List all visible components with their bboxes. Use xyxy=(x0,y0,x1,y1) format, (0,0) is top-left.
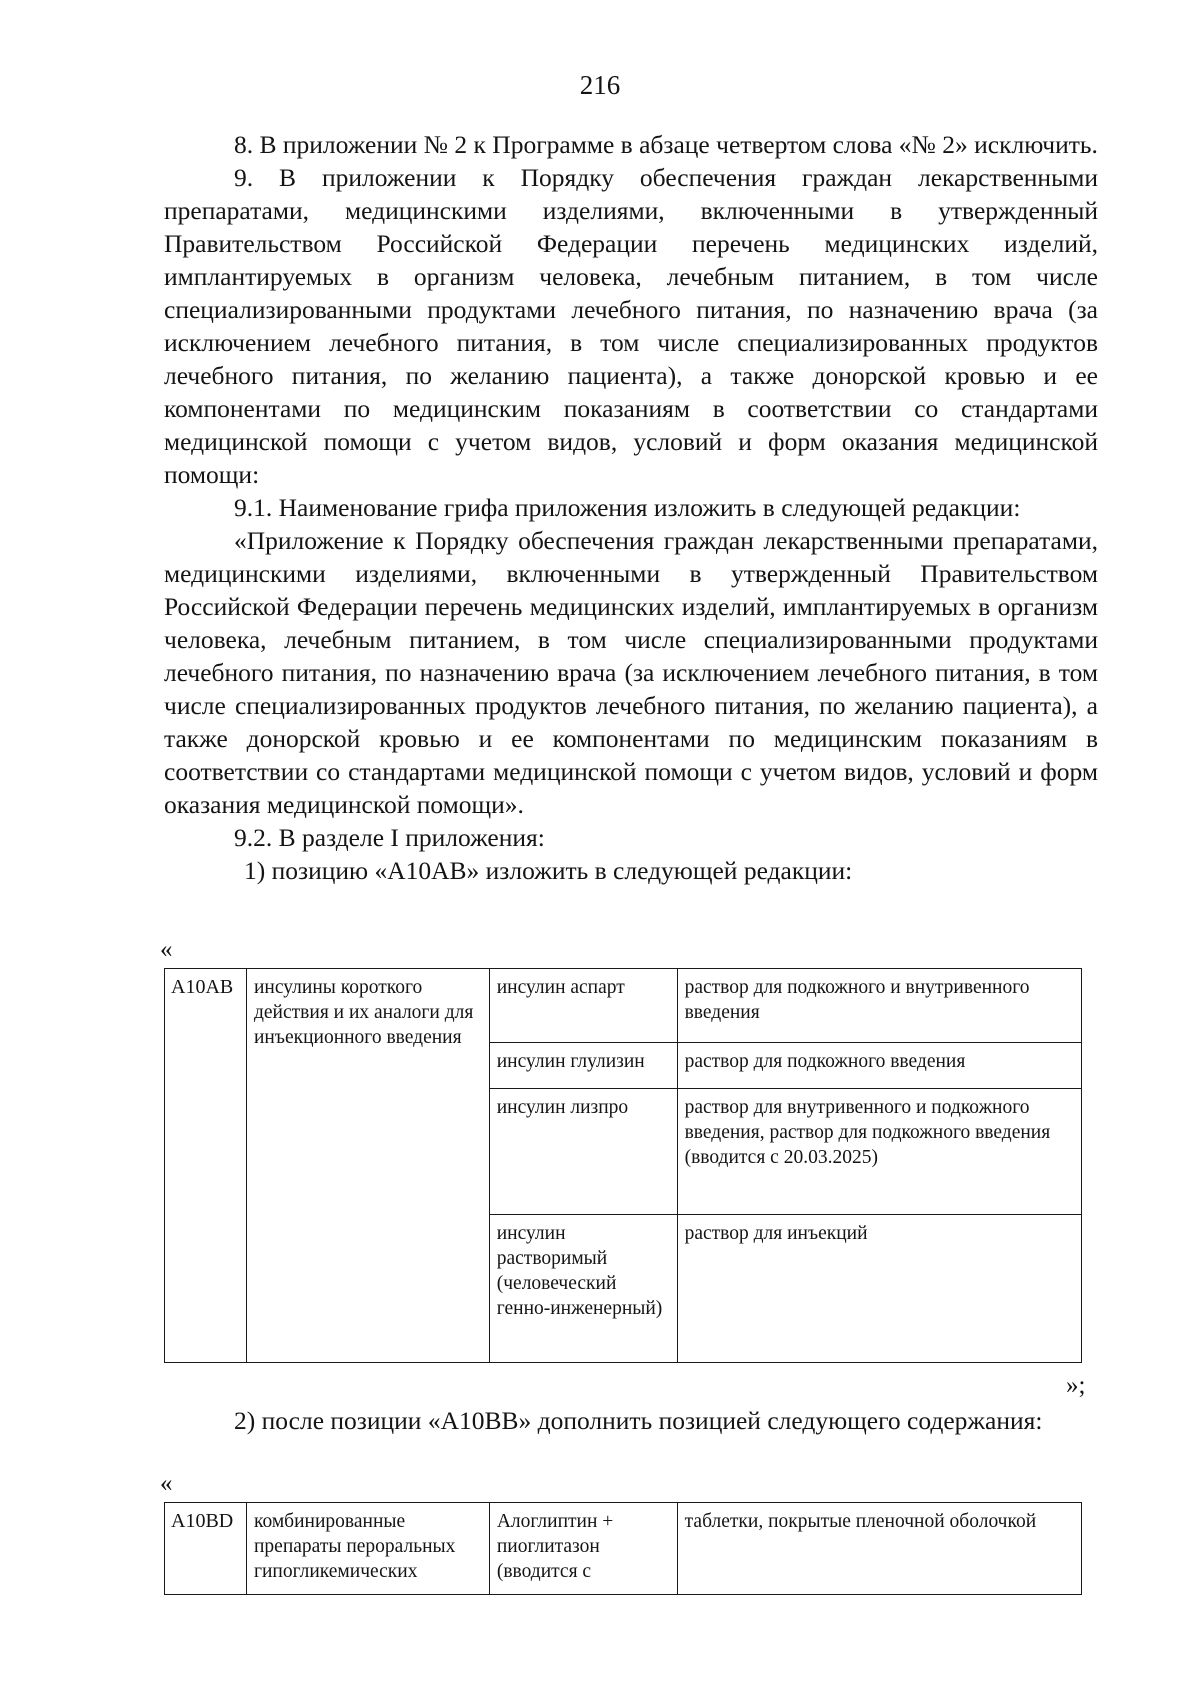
paragraph-9-2: 9.2. В разделе I приложения: xyxy=(234,823,545,852)
drug-table-a10ab xyxy=(164,968,1082,1363)
close-quote-mark: »; xyxy=(1066,1372,1086,1399)
table-row xyxy=(165,1503,1082,1595)
atc-group-cell: комбинированные препараты пероральных гипогликемических xyxy=(246,1503,489,1595)
dosage-form-cell: раствор для инъекций xyxy=(677,1215,1081,1363)
drug-name-cell: Алоглиптин + пиоглитазон (вводится с xyxy=(489,1503,677,1595)
paragraph-9: 9. В приложении к Порядку обеспечения граждан лекарственными препаратами, медицинскими изделиями, включенными в утвержденный Правительством Российской Федерации перечень медицинских изделий, имплантируемых в организм человека, лечебным питанием, в том числе специализированными продуктами лечебного питания, по назначению врача (за исключением лечебного питания, в том числе специализированных продуктов лечебного питания, по желанию пациента), а также донорской кровью и ее компонентами по медицинским показаниям в соответствии со стандартами медицинской помощи с учетом видов, условий и форм оказания медицинской помощи: xyxy=(164,163,1098,489)
open-quote-mark-2: « xyxy=(160,1470,173,1497)
open-quote-mark: « xyxy=(160,936,173,963)
dosage-form-cell: раствор для подкожного введения xyxy=(677,1043,1081,1089)
dosage-form-cell: раствор для внутривенного и подкожного введения, раствор для подкожного введения (вводится с 20.03.2025) xyxy=(677,1089,1081,1215)
drug-name-cell: инсулин лизпро xyxy=(489,1089,677,1215)
paragraph-9-2-item-2: 2) после позиции «A10BB» дополнить позицией следующего содержания: xyxy=(234,1406,1043,1435)
drug-name-cell: инсулин растворимый (человеческий генно-инженерный) xyxy=(489,1215,677,1363)
page-number: 216 xyxy=(579,70,621,100)
dosage-form-cell: таблетки, покрытые пленочной оболочкой xyxy=(677,1503,1081,1595)
paragraph-8: 8. В приложении № 2 к Программе в абзаце четвертом слова «№ 2» исключить. xyxy=(234,130,1098,159)
atc-code-cell: A10BD xyxy=(165,1503,247,1595)
atc-code-cell: A10AB xyxy=(165,969,247,1363)
paragraph-9-2-item-1: 1) позицию «A10AB» изложить в следующей редакции: xyxy=(244,856,853,885)
drug-name-cell: инсулин глулизин xyxy=(489,1043,677,1089)
table-row xyxy=(165,969,1082,1043)
atc-group-cell: инсулины короткого действия и их аналоги для инъекционного введения xyxy=(246,969,489,1363)
document-body xyxy=(164,128,1098,887)
dosage-form-cell: раствор для подкожного и внутривенного введения xyxy=(677,969,1081,1043)
paragraph-9-1-quote: «Приложение к Порядку обеспечения граждан лекарственными препаратами, медицинскими изделиями, включенными в утвержденный Правительством Российской Федерации перечень медицинских изделий, имплантируемых в организм человека, лечебным питанием, в том числе специализированными продуктами лечебного питания, по назначению врача (за исключением лечебного питания, в том числе специализированных продуктов лечебного питания, по желанию пациента), а также донорской кровью и ее компонентами по медицинским показаниям в соответствии со стандартами медицинской помощи с учетом видов, условий и форм оказания медицинской помощи». xyxy=(164,526,1098,819)
drug-table-a10bd xyxy=(164,1502,1082,1595)
paragraph-9-1: 9.1. Наименование грифа приложения изложить в следующей редакции: xyxy=(234,493,1021,522)
document-body-continued xyxy=(164,1404,1098,1437)
drug-name-cell: инсулин аспарт xyxy=(489,969,677,1043)
